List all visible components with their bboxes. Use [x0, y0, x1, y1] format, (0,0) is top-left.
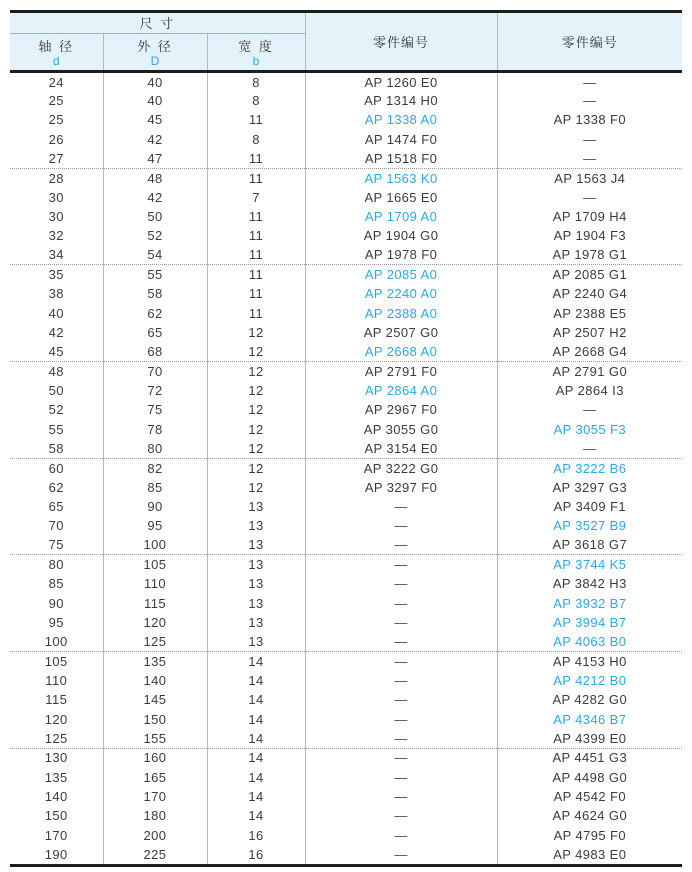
cell-shaft-diameter: 95: [48, 614, 64, 630]
cell-shaft-diameter: 45: [48, 344, 64, 360]
cell-outer-diameter: 70: [103, 362, 207, 381]
cell-shaft-diameter: 25: [48, 93, 64, 109]
table-row: [10, 149, 682, 168]
cell-shaft-diameter: 150: [44, 808, 68, 824]
table-row: [10, 226, 682, 245]
cell-part-number-2: —: [497, 72, 682, 91]
table-row: [10, 632, 682, 651]
cell-width: 7: [207, 188, 305, 207]
cell-part-number-2: AP 4399 E0: [497, 729, 682, 748]
table-row: [10, 246, 682, 265]
cell-part-number-1: AP 2507 G0: [305, 323, 497, 342]
table-row: [10, 671, 682, 690]
cell-part-number-2: AP 1904 F3: [497, 226, 682, 245]
parts-dimension-table: [10, 13, 682, 864]
table-row: [10, 535, 682, 554]
cell-part-number-1: AP 2791 F0: [305, 362, 497, 381]
cell-part-number-1: AP 2967 F0: [305, 400, 497, 419]
cell-outer-diameter: 62: [103, 304, 207, 323]
cell-outer-diameter: 110: [103, 574, 207, 593]
cell-part-number-2: —: [497, 130, 682, 149]
table-row: [10, 72, 682, 91]
cell-outer-diameter: 135: [103, 651, 207, 670]
header-shaft-diameter-label: 轴 径: [38, 38, 75, 54]
cell-part-number-1: —: [305, 845, 497, 864]
cell-outer-diameter: 68: [103, 342, 207, 361]
cell-part-number-1: AP 1709 A0: [305, 207, 497, 226]
cell-part-number-1: —: [305, 651, 497, 670]
cell-part-number-2: AP 2791 G0: [497, 362, 682, 381]
cell-width: 13: [207, 593, 305, 612]
cell-shaft-diameter: 85: [48, 576, 64, 592]
cell-width: 12: [207, 420, 305, 439]
table-header: [10, 13, 682, 72]
cell-part-number-2: AP 3055 F3: [497, 420, 682, 439]
cell-width: 14: [207, 767, 305, 786]
cell-shaft-diameter: 48: [10, 362, 103, 381]
cell-shaft-diameter: 190: [44, 846, 68, 862]
cell-outer-diameter: 115: [103, 593, 207, 612]
cell-outer-diameter: 80: [103, 439, 207, 458]
cell-width: 12: [207, 439, 305, 458]
cell-part-number-1: AP 1518 F0: [305, 149, 497, 168]
table-row: [10, 477, 682, 496]
cell-part-number-2: AP 4153 H0: [497, 651, 682, 670]
cell-part-number-2: AP 2864 I3: [497, 381, 682, 400]
cell-part-number-2: AP 2388 E5: [497, 304, 682, 323]
cell-width: 12: [207, 342, 305, 361]
cell-shaft-diameter: 28: [10, 168, 103, 187]
cell-shaft-diameter: 27: [48, 150, 64, 166]
cell-width: 14: [207, 729, 305, 748]
table-row: [10, 748, 682, 767]
cell-shaft-diameter: 115: [45, 692, 68, 708]
cell-part-number-2: AP 4795 F0: [497, 825, 682, 844]
cell-width: 11: [207, 207, 305, 226]
cell-part-number-2: AP 2507 H2: [497, 323, 682, 342]
cell-part-number-2: AP 3222 B6: [497, 458, 682, 477]
cell-part-number-2: AP 3932 B7: [497, 593, 682, 612]
cell-shaft-diameter: 125: [44, 730, 68, 746]
header-outer-diameter: [103, 33, 207, 72]
table-row: [10, 729, 682, 748]
cell-part-number-1: AP 1563 K0: [305, 168, 497, 187]
cell-width: 12: [207, 477, 305, 496]
cell-part-number-2: AP 4542 F0: [497, 787, 682, 806]
header-outer-diameter-label: 外 径: [137, 38, 173, 54]
cell-outer-diameter: 140: [103, 671, 207, 690]
cell-shaft-diameter: 30: [48, 209, 64, 225]
header-row-group: [10, 13, 682, 33]
cell-part-number-2: —: [497, 439, 682, 458]
cell-part-number-1: AP 2668 A0: [305, 342, 497, 361]
cell-shaft-diameter: 25: [48, 112, 64, 128]
table-row: [10, 439, 682, 458]
cell-shaft-diameter: 120: [44, 711, 68, 727]
cell-part-number-1: AP 2864 A0: [305, 381, 497, 400]
cell-width: 13: [207, 632, 305, 651]
cell-shaft-diameter: 70: [48, 518, 64, 534]
table-row: [10, 323, 682, 342]
header-width: [207, 33, 305, 72]
table-row: [10, 304, 682, 323]
cell-width: 12: [207, 362, 305, 381]
cell-shaft-diameter: 170: [44, 827, 68, 843]
cell-outer-diameter: 145: [103, 690, 207, 709]
table-row: [10, 420, 682, 439]
cell-part-number-1: —: [305, 613, 497, 632]
header-width-label: 宽 度: [238, 38, 274, 54]
cell-width: 13: [207, 535, 305, 554]
cell-width: 8: [207, 72, 305, 91]
cell-part-number-1: —: [305, 497, 497, 516]
cell-part-number-1: AP 3055 G0: [305, 420, 497, 439]
cell-part-number-2: AP 1563 J4: [497, 168, 682, 187]
cell-shaft-diameter: 140: [44, 788, 68, 804]
cell-part-number-2: AP 3842 H3: [497, 574, 682, 593]
cell-outer-diameter: 75: [103, 400, 207, 419]
cell-shaft-diameter: 40: [48, 305, 64, 321]
cell-part-number-2: AP 4624 G0: [497, 806, 682, 825]
cell-part-number-2: AP 3744 K5: [497, 555, 682, 574]
table-row: [10, 767, 682, 786]
cell-part-number-1: —: [305, 787, 497, 806]
cell-outer-diameter: 120: [103, 613, 207, 632]
cell-part-number-2: AP 4346 B7: [497, 709, 682, 728]
table-row: [10, 168, 682, 187]
cell-part-number-2: —: [497, 149, 682, 168]
cell-outer-diameter: 105: [103, 555, 207, 574]
table-row: [10, 845, 682, 864]
table-row: [10, 458, 682, 477]
cell-part-number-1: —: [305, 671, 497, 690]
table-body: [10, 72, 682, 864]
cell-width: 11: [207, 168, 305, 187]
cell-part-number-2: AP 3994 B7: [497, 613, 682, 632]
cell-outer-diameter: 40: [103, 91, 207, 110]
header-shaft-diameter: [10, 33, 103, 72]
cell-outer-diameter: 165: [103, 767, 207, 786]
cell-part-number-1: AP 1665 E0: [305, 188, 497, 207]
table-row: [10, 516, 682, 535]
cell-part-number-2: AP 2240 G4: [497, 284, 682, 303]
table-row: [10, 825, 682, 844]
table-row: [10, 651, 682, 670]
cell-outer-diameter: 85: [103, 477, 207, 496]
table-row: [10, 381, 682, 400]
header-part-number-2: 零件编号: [497, 13, 682, 72]
cell-outer-diameter: 47: [103, 149, 207, 168]
cell-outer-diameter: 78: [103, 420, 207, 439]
cell-part-number-2: AP 3527 B9: [497, 516, 682, 535]
cell-shaft-diameter: 30: [48, 189, 64, 205]
cell-part-number-1: AP 2240 A0: [305, 284, 497, 303]
cell-part-number-2: AP 1709 H4: [497, 207, 682, 226]
cell-outer-diameter: 200: [103, 825, 207, 844]
cell-shaft-diameter: 135: [44, 769, 68, 785]
table-row: [10, 188, 682, 207]
cell-shaft-diameter: 62: [48, 479, 64, 495]
cell-shaft-diameter: 60: [10, 458, 103, 477]
table-row: [10, 613, 682, 632]
table-row: [10, 555, 682, 574]
cell-width: 14: [207, 709, 305, 728]
cell-shaft-diameter: 75: [48, 537, 64, 553]
cell-shaft-diameter: 65: [48, 498, 64, 514]
header-width-symbol: b: [252, 53, 260, 68]
cell-outer-diameter: 125: [103, 632, 207, 651]
cell-part-number-1: —: [305, 748, 497, 767]
header-shaft-diameter-symbol: d: [52, 53, 60, 68]
cell-part-number-2: AP 2668 G4: [497, 342, 682, 361]
cell-part-number-1: —: [305, 535, 497, 554]
table-row: [10, 91, 682, 110]
cell-shaft-diameter: 50: [48, 383, 64, 398]
cell-part-number-1: —: [305, 574, 497, 593]
cell-part-number-1: AP 1474 F0: [305, 130, 497, 149]
cell-shaft-diameter: 38: [48, 286, 64, 302]
cell-outer-diameter: 100: [103, 535, 207, 554]
cell-outer-diameter: 54: [103, 246, 207, 265]
cell-outer-diameter: 155: [103, 729, 207, 748]
cell-width: 16: [207, 825, 305, 844]
cell-part-number-2: AP 4498 G0: [497, 767, 682, 786]
cell-part-number-1: AP 3154 E0: [305, 439, 497, 458]
cell-outer-diameter: 50: [103, 207, 207, 226]
table-bottom-rule: [10, 864, 682, 867]
cell-part-number-1: —: [305, 690, 497, 709]
cell-width: 11: [207, 149, 305, 168]
cell-shaft-diameter: 55: [48, 421, 64, 437]
cell-shaft-diameter: 105: [10, 651, 103, 670]
cell-part-number-2: AP 1978 G1: [497, 246, 682, 265]
table-row: [10, 342, 682, 361]
cell-width: 12: [207, 381, 305, 400]
cell-outer-diameter: 95: [103, 516, 207, 535]
cell-width: 14: [207, 690, 305, 709]
cell-part-number-1: —: [305, 729, 497, 748]
cell-part-number-1: AP 1338 A0: [305, 110, 497, 129]
table-row: [10, 574, 682, 593]
table-row: [10, 265, 682, 284]
cell-part-number-1: AP 1260 E0: [305, 72, 497, 91]
cell-part-number-2: AP 4451 G3: [497, 748, 682, 767]
cell-part-number-1: AP 3222 G0: [305, 458, 497, 477]
cell-outer-diameter: 48: [103, 168, 207, 187]
cell-part-number-1: —: [305, 825, 497, 844]
cell-outer-diameter: 72: [103, 381, 207, 400]
cell-shaft-diameter: 52: [48, 402, 64, 418]
cell-shaft-diameter: 58: [48, 440, 64, 456]
cell-width: 11: [207, 304, 305, 323]
cell-outer-diameter: 170: [103, 787, 207, 806]
cell-width: 11: [207, 284, 305, 303]
cell-part-number-2: AP 3618 G7: [497, 535, 682, 554]
cell-part-number-1: AP 1978 F0: [305, 246, 497, 265]
cell-outer-diameter: 150: [103, 709, 207, 728]
table-row: [10, 593, 682, 612]
cell-shaft-diameter: 42: [48, 325, 64, 341]
cell-part-number-1: —: [305, 709, 497, 728]
table-row: [10, 207, 682, 226]
cell-shaft-diameter: 90: [48, 595, 64, 611]
cell-outer-diameter: 225: [103, 845, 207, 864]
table-row: [10, 690, 682, 709]
cell-part-number-2: —: [497, 91, 682, 110]
cell-width: 13: [207, 516, 305, 535]
cell-outer-diameter: 40: [103, 72, 207, 91]
cell-part-number-2: AP 4063 B0: [497, 632, 682, 651]
header-outer-diameter-symbol: D: [150, 53, 160, 68]
cell-outer-diameter: 42: [103, 188, 207, 207]
header-part-number-1: 零件编号: [305, 13, 497, 72]
cell-part-number-1: —: [305, 806, 497, 825]
cell-part-number-2: AP 2085 G1: [497, 265, 682, 284]
table-row: [10, 400, 682, 419]
cell-width: 14: [207, 806, 305, 825]
cell-width: 8: [207, 91, 305, 110]
cell-width: 12: [207, 323, 305, 342]
table-row: [10, 497, 682, 516]
cell-width: 11: [207, 226, 305, 245]
table-row: [10, 362, 682, 381]
cell-width: 14: [207, 748, 305, 767]
cell-part-number-2: AP 4983 E0: [497, 845, 682, 864]
cell-part-number-1: —: [305, 593, 497, 612]
cell-width: 12: [207, 400, 305, 419]
cell-width: 13: [207, 613, 305, 632]
table-row: [10, 787, 682, 806]
cell-width: 11: [207, 246, 305, 265]
cell-shaft-diameter: 24: [48, 74, 64, 90]
cell-outer-diameter: 58: [103, 284, 207, 303]
header-size-group: 尺 寸: [10, 13, 305, 33]
cell-width: 8: [207, 130, 305, 149]
table-row: [10, 284, 682, 303]
cell-shaft-diameter: 130: [10, 748, 103, 767]
cell-width: 14: [207, 671, 305, 690]
cell-part-number-2: AP 4212 B0: [497, 671, 682, 690]
cell-part-number-1: AP 2388 A0: [305, 304, 497, 323]
cell-outer-diameter: 52: [103, 226, 207, 245]
cell-outer-diameter: 160: [103, 748, 207, 767]
cell-shaft-diameter: 26: [48, 131, 64, 147]
cell-width: 13: [207, 555, 305, 574]
cell-width: 11: [207, 265, 305, 284]
cell-width: 11: [207, 110, 305, 129]
table-row: [10, 130, 682, 149]
cell-part-number-2: —: [497, 188, 682, 207]
cell-width: 14: [207, 787, 305, 806]
table-row: [10, 110, 682, 129]
cell-shaft-diameter: 80: [10, 555, 103, 574]
cell-outer-diameter: 90: [103, 497, 207, 516]
cell-part-number-1: AP 1314 H0: [305, 91, 497, 110]
cell-part-number-1: —: [305, 767, 497, 786]
cell-part-number-2: AP 3409 F1: [497, 497, 682, 516]
cell-width: 12: [207, 458, 305, 477]
cell-shaft-diameter: 35: [10, 265, 103, 284]
cell-outer-diameter: 82: [103, 458, 207, 477]
cell-shaft-diameter: 34: [48, 247, 64, 263]
table-row: [10, 709, 682, 728]
cell-part-number-1: —: [305, 632, 497, 651]
cell-width: 16: [207, 845, 305, 864]
cell-width: 14: [207, 651, 305, 670]
cell-outer-diameter: 42: [103, 130, 207, 149]
cell-part-number-1: AP 3297 F0: [305, 477, 497, 496]
cell-outer-diameter: 65: [103, 323, 207, 342]
cell-part-number-1: AP 1904 G0: [305, 226, 497, 245]
cell-part-number-2: —: [497, 400, 682, 419]
cell-part-number-1: AP 2085 A0: [305, 265, 497, 284]
table-row: [10, 806, 682, 825]
cell-part-number-1: —: [305, 516, 497, 535]
cell-part-number-2: AP 1338 F0: [497, 110, 682, 129]
cell-width: 13: [207, 574, 305, 593]
cell-shaft-diameter: 32: [48, 228, 64, 244]
cell-outer-diameter: 180: [103, 806, 207, 825]
cell-width: 13: [207, 497, 305, 516]
cell-part-number-2: AP 3297 G3: [497, 477, 682, 496]
cell-outer-diameter: 45: [103, 110, 207, 129]
cell-outer-diameter: 55: [103, 265, 207, 284]
cell-part-number-1: —: [305, 555, 497, 574]
cell-shaft-diameter: 110: [45, 672, 68, 688]
cell-shaft-diameter: 100: [44, 634, 68, 650]
cell-part-number-2: AP 4282 G0: [497, 690, 682, 709]
